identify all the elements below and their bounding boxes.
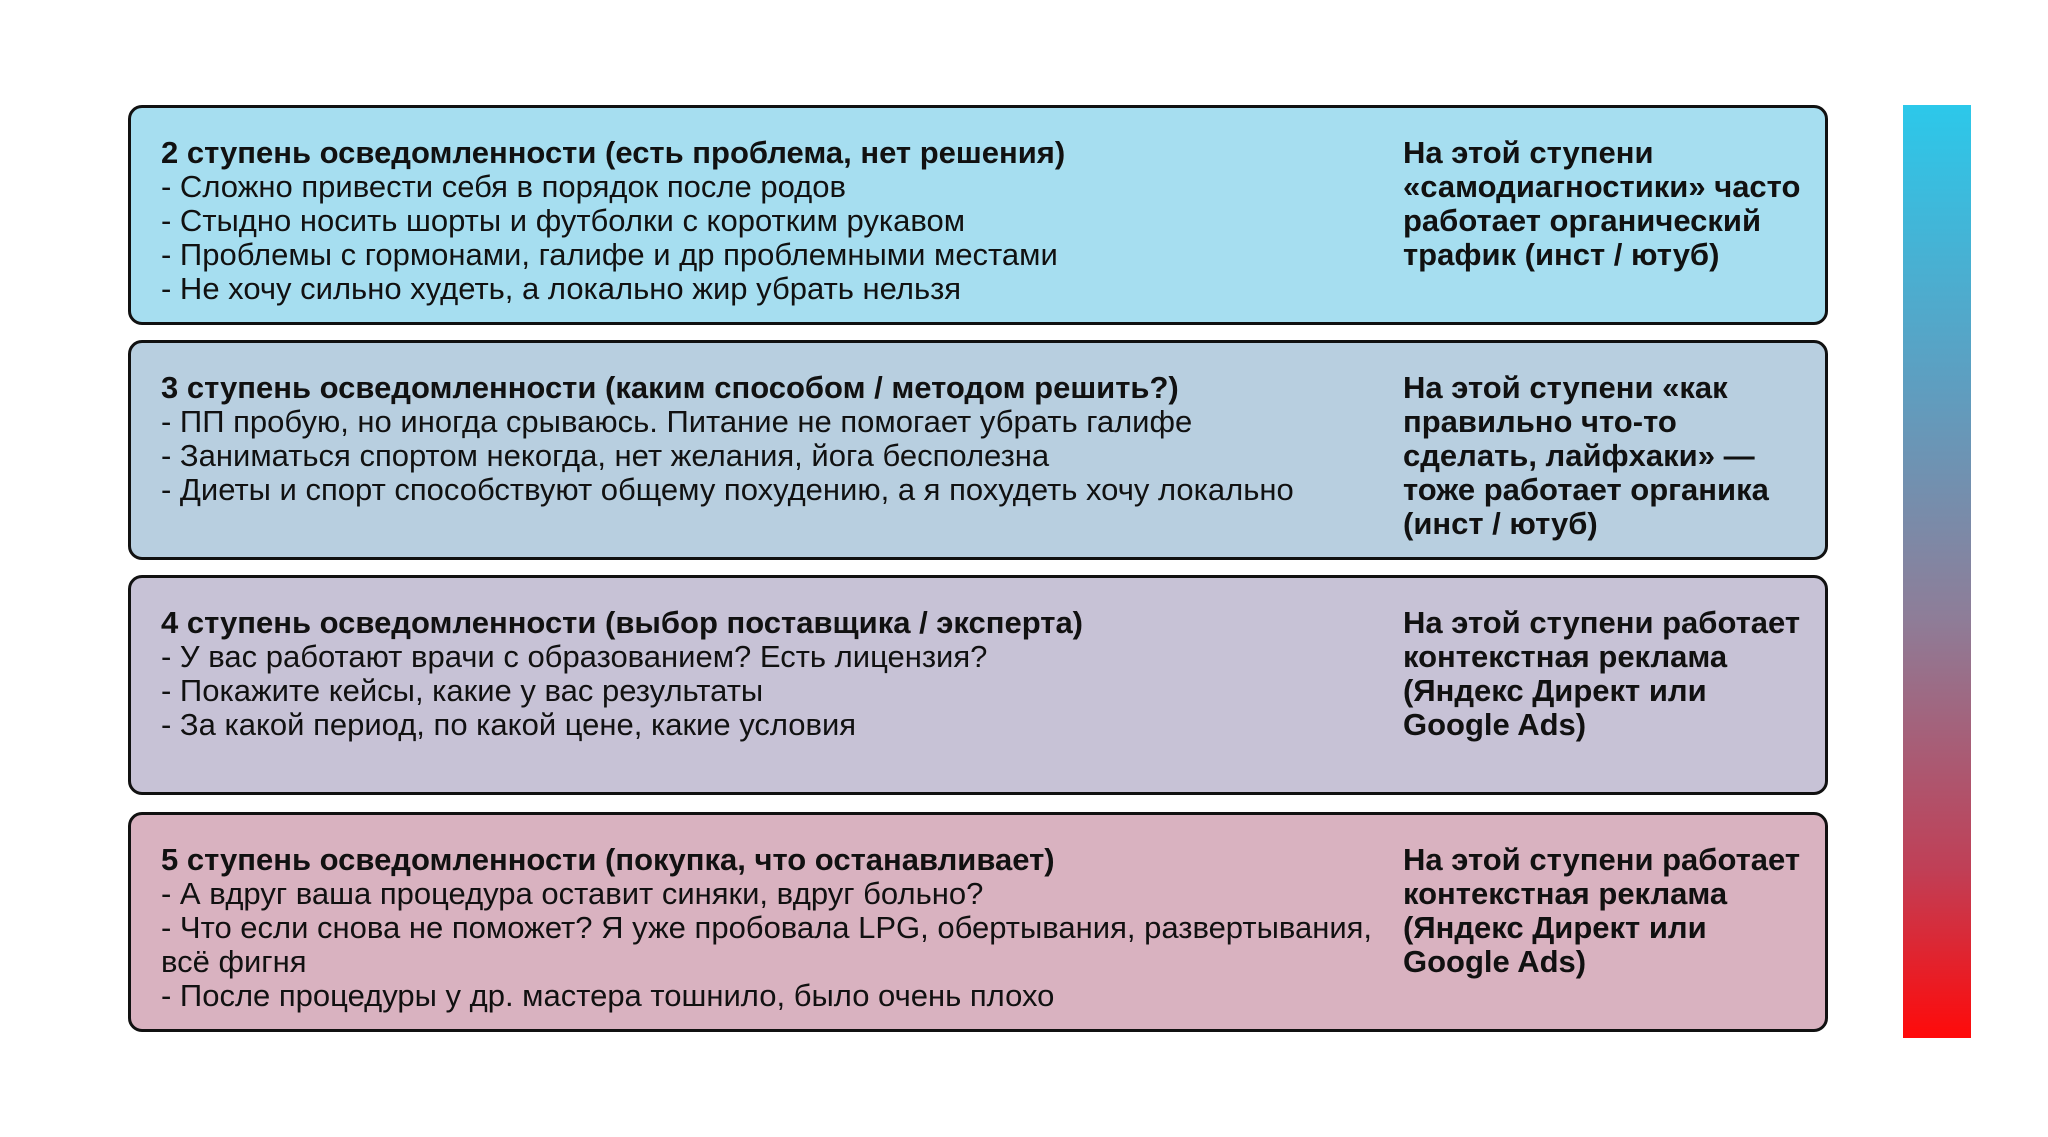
awareness-gradient-bar (1903, 105, 1971, 1038)
problem-line: - Стыдно носить шорты и футболки с коротким рукавом (161, 203, 966, 238)
problem-line: - У вас работают врачи с образованием? Есть лицензия? (161, 639, 988, 674)
problem-line: - А вдруг ваша процедура оставит синяки, вдруг больно? (161, 876, 984, 911)
problem-line: - За какой период, по какой цене, какие условия (161, 707, 857, 742)
awareness-card-stage-2 (128, 105, 1828, 325)
awareness-card-stage-3 (128, 340, 1828, 560)
card-problems (161, 606, 1411, 742)
card-title: 5 ступень осведомленности (покупка, что останавливает) (161, 842, 1055, 877)
problem-line: - Проблемы с гормонами, галифе и др проблемными местами (161, 237, 1058, 272)
traffic-note: На этой ступени «как правильно что-то сделать, лайфхаки» — тоже работает органика (инст / ютуб) (1403, 370, 1769, 541)
card-title: 2 ступень осведомленности (есть проблема, нет решения) (161, 135, 1066, 170)
problem-line: - Покажите кейсы, какие у вас результаты (161, 673, 764, 708)
traffic-note: На этой ступени «самодиагностики» часто работает органический трафик (инст / ютуб) (1403, 135, 1801, 272)
problem-line: - Не хочу сильно худеть, а локально жир убрать нельзя (161, 271, 962, 306)
card-problems (161, 843, 1411, 1013)
problem-line: - Заниматься спортом некогда, нет желания, йога бесполезна (161, 438, 1050, 473)
awareness-card-stage-5 (128, 812, 1828, 1032)
traffic-note: На этой ступени работает контекстная реклама (Яндекс Директ или Google Ads) (1403, 605, 1801, 742)
problem-line: - Сложно привести себя в порядок после родов (161, 169, 846, 204)
problem-line: - После процедуры у др. мастера тошнило, было очень плохо (161, 978, 1055, 1013)
awareness-card-stage-4 (128, 575, 1828, 795)
card-problems (161, 371, 1411, 507)
card-title: 4 ступень осведомленности (выбор поставщика / эксперта) (161, 605, 1084, 640)
problem-line: - Диеты и спорт способствуют общему похудению, а я похудеть хочу локально (161, 472, 1294, 507)
card-problems (161, 136, 1411, 306)
problem-line: - Что если снова не поможет? Я уже пробовала LPG, обертывания, развертывания, всё фигня (161, 910, 1373, 979)
problem-line: - ПП пробую, но иногда срываюсь. Питание не помогает убрать галифе (161, 404, 1193, 439)
card-title: 3 ступень осведомленности (каким способом / методом решить?) (161, 370, 1179, 405)
traffic-note: На этой ступени работает контекстная реклама (Яндекс Директ или Google Ads) (1403, 842, 1801, 979)
